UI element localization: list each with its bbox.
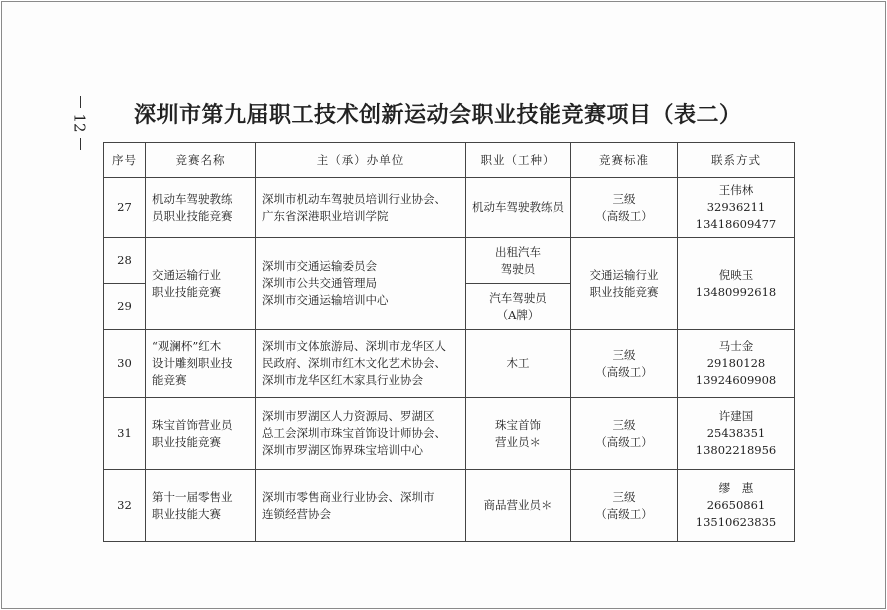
header-competition: 竞赛名称 bbox=[146, 143, 256, 178]
cell-standard: 三级 （高级工） bbox=[571, 470, 678, 542]
cell-occupation: 商品营业员＊ bbox=[466, 470, 571, 542]
page-number-rule-bottom bbox=[80, 138, 81, 150]
cell-contact: 王伟林 32936211 13418609477 bbox=[678, 178, 795, 238]
cell-contact: 倪映玉 13480992618 bbox=[678, 238, 795, 330]
cell-no: 29 bbox=[104, 284, 146, 330]
cell-no: 30 bbox=[104, 330, 146, 398]
header-contact: 联系方式 bbox=[678, 143, 795, 178]
cell-occupation: 木工 bbox=[466, 330, 571, 398]
cell-no: 27 bbox=[104, 178, 146, 238]
cell-organizers: 深圳市罗湖区人力资源局、罗湖区 总工会深圳市珠宝首饰设计师协会、 深圳市罗湖区饰界珠宝培训中心 bbox=[256, 398, 466, 470]
cell-standard: 三级 （高级工） bbox=[571, 398, 678, 470]
table-row bbox=[104, 470, 795, 542]
competition-table bbox=[103, 142, 795, 542]
page-number: 12 bbox=[71, 113, 89, 133]
cell-competition: 机动车驾驶教练 员职业技能竞赛 bbox=[146, 178, 256, 238]
table-row bbox=[104, 330, 795, 398]
cell-contact: 许建国 25438351 13802218956 bbox=[678, 398, 795, 470]
cell-standard: 三级 （高级工） bbox=[571, 178, 678, 238]
cell-competition: 珠宝首饰营业员 职业技能竞赛 bbox=[146, 398, 256, 470]
cell-occupation: 机动车驾驶教练员 bbox=[466, 178, 571, 238]
table-row bbox=[104, 178, 795, 238]
cell-occupation: 出租汽车 驾驶员 bbox=[466, 238, 571, 284]
cell-no: 31 bbox=[104, 398, 146, 470]
cell-competition: 交通运输行业 职业技能竞赛 bbox=[146, 238, 256, 330]
cell-occupation: 汽车驾驶员 （A牌） bbox=[466, 284, 571, 330]
table-row bbox=[104, 238, 795, 284]
cell-no: 28 bbox=[104, 238, 146, 284]
table-header-row bbox=[104, 143, 795, 178]
cell-competition: “观澜杯”红木 设计雕刻职业技 能竞赛 bbox=[146, 330, 256, 398]
page-number-marker bbox=[68, 96, 92, 156]
cell-organizers: 深圳市文体旅游局、深圳市龙华区人 民政府、深圳市红木文化艺术协会、 深圳市龙华区红木家具行业协会 bbox=[256, 330, 466, 398]
cell-standard: 交通运输行业 职业技能竞赛 bbox=[571, 238, 678, 330]
cell-organizers: 深圳市机动车驾驶员培训行业协会、 广东省深港职业培训学院 bbox=[256, 178, 466, 238]
table-row bbox=[104, 398, 795, 470]
cell-occupation: 珠宝首饰 营业员＊ bbox=[466, 398, 571, 470]
header-no: 序号 bbox=[104, 143, 146, 178]
page-title: 深圳市第九届职工技术创新运动会职业技能竞赛项目（表二） bbox=[134, 102, 742, 128]
cell-no: 32 bbox=[104, 470, 146, 542]
header-occupation: 职业（工种） bbox=[466, 143, 571, 178]
cell-organizers: 深圳市零售商业行业协会、深圳市 连锁经营协会 bbox=[256, 470, 466, 542]
cell-organizers: 深圳市交通运输委员会 深圳市公共交通管理局 深圳市交通运输培训中心 bbox=[256, 238, 466, 330]
page-number-rule-top bbox=[80, 96, 81, 108]
header-standard: 竞赛标准 bbox=[571, 143, 678, 178]
cell-standard: 三级 （高级工） bbox=[571, 330, 678, 398]
header-organizers: 主（承）办单位 bbox=[256, 143, 466, 178]
cell-competition: 第十一届零售业 职业技能大赛 bbox=[146, 470, 256, 542]
cell-contact: 马士金 29180128 13924609908 bbox=[678, 330, 795, 398]
cell-contact: 缪 惠 26650861 13510623835 bbox=[678, 470, 795, 542]
